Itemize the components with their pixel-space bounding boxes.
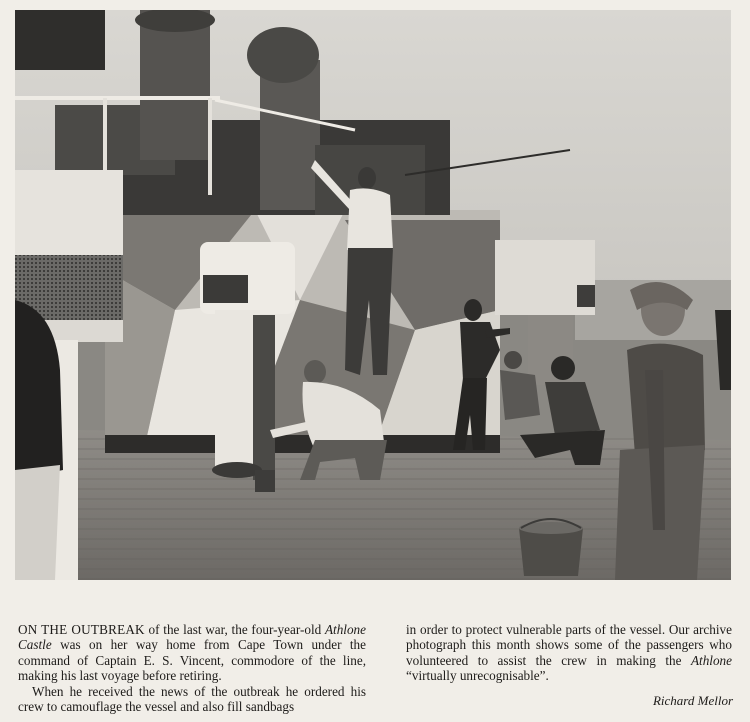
- ship-name-full: Athlone Castle: [18, 622, 366, 653]
- author-byline: Richard Mellor: [652, 693, 733, 708]
- caption-column-left: [18, 622, 366, 714]
- ship-name-short: Athlone: [690, 652, 732, 668]
- p1-text-b: was on her way home from Cape Town under the command of Captain E. S. Vincent, commodore of the line, making his last voyage before retiring.: [18, 637, 366, 684]
- photograph-illustration: [15, 10, 731, 580]
- p2-left-text: When he received the news of the outbreak he ordered his crew to camouflage the vessel and also fill sandbags: [18, 683, 366, 715]
- paragraph-2: [18, 684, 366, 715]
- camouflaged-deckhouse: [105, 210, 500, 453]
- p2-text-b: “virtually unrecognisable”.: [406, 668, 549, 684]
- archive-photograph: [15, 10, 731, 580]
- lead-in: ON THE OUTBREAK: [18, 622, 145, 637]
- bucket: [519, 519, 583, 576]
- caption-column-right: [406, 622, 732, 684]
- p2-right-text: in order to protect vulnerable parts of the vessel. Our archive photograph this month shows some of the passengers who volunteered to assist the crew in making the: [406, 622, 732, 668]
- paint-tin: [255, 470, 275, 492]
- paragraph-1: [18, 622, 366, 684]
- p1-text-a: of the last war, the four-year-old: [144, 622, 325, 637]
- paragraph-2-continued: [406, 622, 732, 684]
